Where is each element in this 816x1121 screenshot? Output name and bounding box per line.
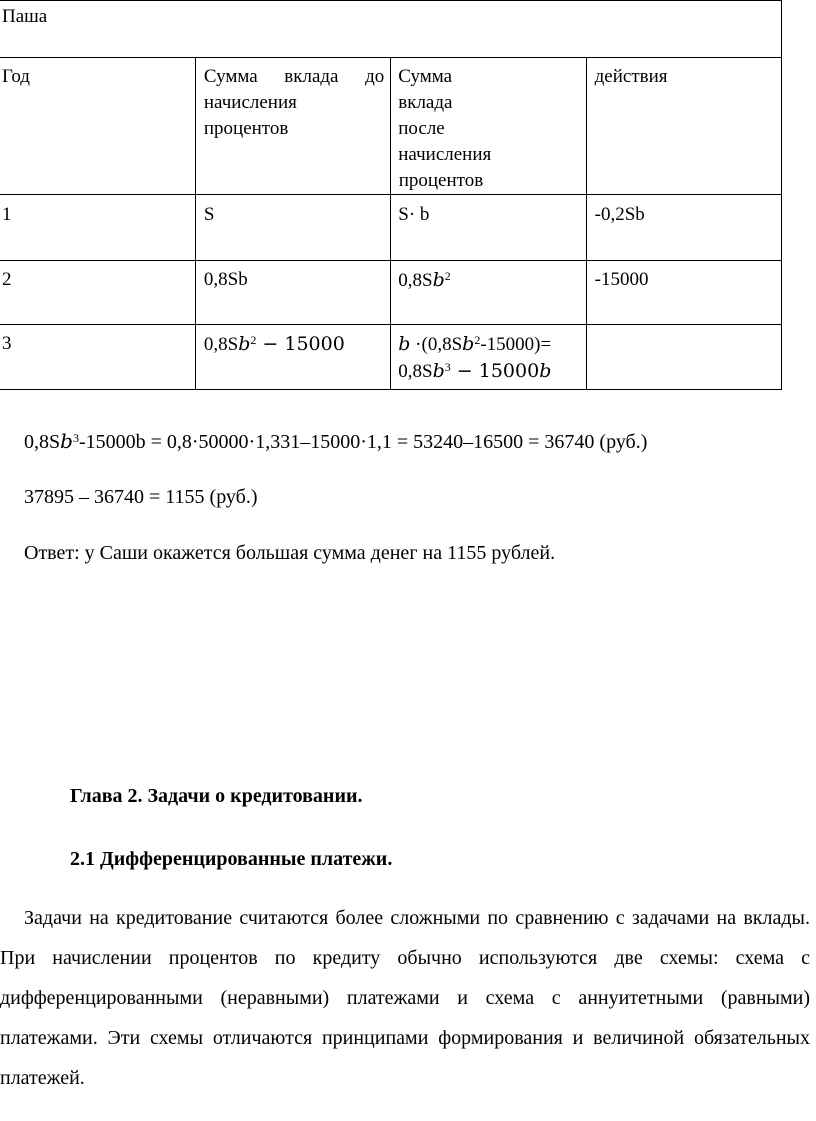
calc-line-1-a: 0,8S bbox=[24, 431, 61, 453]
deposit-table bbox=[0, 0, 782, 390]
header-action: действия bbox=[586, 58, 781, 195]
chapter-title: Глава 2. Задачи о кредитовании. bbox=[70, 785, 363, 807]
row3-after-p1: 𝑏 bbox=[398, 333, 411, 355]
header-before-line1: Сумма вклада до bbox=[203, 66, 385, 87]
row3-after-p8: − 15000𝑏 bbox=[450, 360, 552, 382]
row3-before-var: 𝑏 bbox=[238, 333, 251, 355]
body-paragraph-text: Задачи на кредитование считаются более сложными по сравнению с задачами на вклады. При начислении процентов по кредиту обычно используются две схемы: схема с дифференцированными (неравными) платежами и схема с аннуитетными (равными) платежами. Эти схемы отличаются принципами формирования и величиной обязательных платежей. bbox=[0, 907, 810, 1089]
table-title: Паша bbox=[0, 1, 782, 58]
row2-action: -15000 bbox=[586, 261, 781, 325]
header-year: Год bbox=[0, 58, 195, 195]
body-paragraph bbox=[0, 898, 810, 1098]
calc-line-1-b: -15000b = 0,8·50000·1,331–15000·1,1 = 53240–16500 = 36740 (руб.) bbox=[78, 431, 648, 453]
header-after-line1: Сумма вклада после bbox=[398, 66, 453, 139]
header-after bbox=[391, 58, 586, 195]
row3-before bbox=[195, 325, 390, 390]
row2-after-var: 𝑏 bbox=[432, 269, 445, 291]
row2-before: 0,8Sb bbox=[195, 261, 390, 325]
header-before-line3: процентов bbox=[203, 118, 289, 139]
row3-after-p3: 𝑏 bbox=[462, 333, 475, 355]
table-row bbox=[0, 261, 782, 325]
row3-after bbox=[391, 325, 586, 390]
row1-after: S· b bbox=[391, 195, 586, 261]
row3-action bbox=[586, 325, 781, 390]
row1-before: S bbox=[195, 195, 390, 261]
row2-after-exp: 2 bbox=[444, 269, 451, 283]
answer-line: Ответ: у Саши окажется большая сумма денег на 1155 рублей. bbox=[24, 542, 556, 564]
row3-before-suffix: − 15000 bbox=[256, 333, 345, 355]
header-after-line2: начисления процентов bbox=[398, 144, 492, 191]
row1-action: -0,2Sb bbox=[586, 195, 781, 261]
row2-after bbox=[391, 261, 586, 325]
row3-before-exp: 2 bbox=[250, 333, 257, 347]
calc-line-1 bbox=[24, 428, 647, 455]
row3-after-p4: 2 bbox=[474, 333, 481, 347]
row3-year: 3 bbox=[0, 325, 195, 390]
calc-line-1-var: 𝑏 bbox=[60, 429, 73, 453]
row3-after-p2: ·(0,8S bbox=[410, 334, 463, 355]
calc-line-2: 37895 – 36740 = 1155 (руб.) bbox=[24, 486, 258, 508]
row3-before-prefix: 0,8S bbox=[203, 334, 239, 355]
table-row bbox=[0, 325, 782, 390]
table-row bbox=[0, 195, 782, 261]
row2-year: 2 bbox=[0, 261, 195, 325]
calc-line-1-exp: 3 bbox=[72, 431, 79, 445]
row3-after-p6: 𝑏 bbox=[432, 360, 445, 382]
row2-after-prefix: 0,8S bbox=[398, 270, 433, 291]
header-before-line2: начисления bbox=[203, 92, 297, 113]
section-title: 2.1 Дифференцированные платежи. bbox=[70, 848, 393, 870]
row1-year: 1 bbox=[0, 195, 195, 261]
row3-after-p7: 3 bbox=[444, 360, 451, 374]
header-before bbox=[195, 58, 390, 195]
row3-after-p5: -15000)= 0,8S bbox=[398, 334, 552, 382]
